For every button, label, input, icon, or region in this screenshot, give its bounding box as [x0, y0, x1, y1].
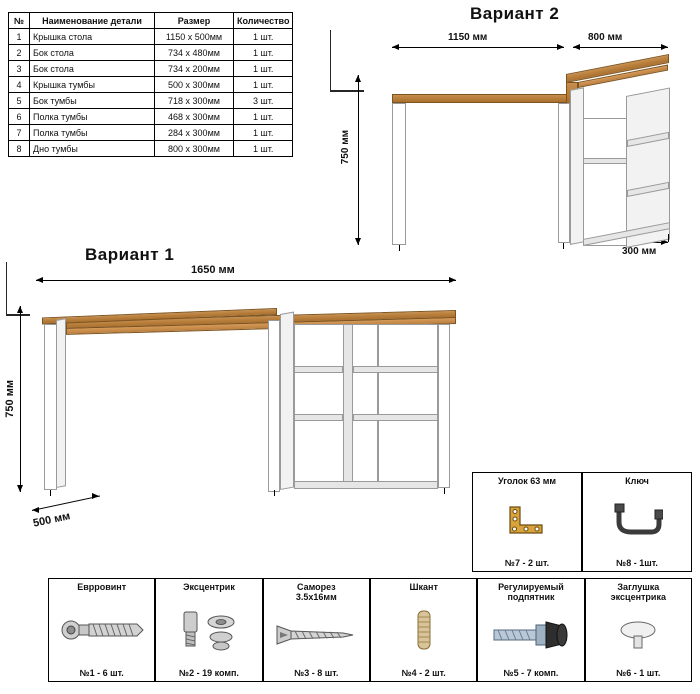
- cell-size: 718 x 300мм: [155, 93, 234, 109]
- cell-name: Крышка стола: [30, 29, 155, 45]
- hardware-title-line1: Регулируемый: [498, 582, 564, 592]
- hardware-title-line2: эксцентрика: [610, 592, 666, 602]
- table-row: [9, 93, 293, 109]
- ext-line: [6, 262, 7, 288]
- cell-num: 3: [9, 61, 30, 77]
- dim-label-width: 1650 мм: [191, 264, 235, 276]
- cell-qty: 1 шт.: [234, 45, 293, 61]
- hardware-title-line2: подпятник: [507, 592, 555, 602]
- hardware-title: Эксцентрик: [183, 582, 235, 592]
- worktop-front: [392, 94, 567, 103]
- table-row: [9, 109, 293, 125]
- table-row: [9, 29, 293, 45]
- cell-num: 1: [9, 29, 30, 45]
- pedestal-back-panel: [583, 118, 627, 246]
- cell-name: Полка тумбы: [30, 125, 155, 141]
- table-row: [9, 125, 293, 141]
- dim-line-height: [20, 306, 21, 492]
- hardware-code: №2 - 19 комп.: [179, 668, 239, 678]
- shelf-left-depth: [280, 312, 294, 490]
- cell-num: 4: [9, 77, 30, 93]
- hardware-panel-top: [472, 472, 692, 572]
- cell-qty: 1 шт.: [234, 141, 293, 157]
- ext-line: [6, 288, 7, 314]
- cell-name: Полка тумбы: [30, 109, 155, 125]
- shelf-center-divider: [343, 324, 353, 488]
- cell-name: Бок стола: [30, 45, 155, 61]
- dim-label-width: 1150 мм: [448, 32, 488, 43]
- hardware-item-samorez[interactable]: [263, 578, 370, 682]
- arrow-up: [17, 306, 23, 313]
- variant1-title: Вариант 1: [85, 245, 175, 264]
- foot-tick: [563, 243, 564, 249]
- foot-tick: [50, 490, 51, 496]
- arrow-right: [661, 44, 668, 50]
- dim-label-side: 300 мм: [622, 246, 657, 257]
- shelf-right-panel: [438, 324, 450, 488]
- hardware-item-shkant[interactable]: [370, 578, 477, 682]
- foot-tick: [444, 488, 445, 494]
- dim-label-height: 750 мм: [340, 130, 351, 165]
- hardware-code: №1 - 6 шт.: [79, 668, 124, 678]
- left-leg-side: [56, 318, 66, 488]
- hardware-code: №7 - 2 шт.: [504, 558, 550, 568]
- hardware-item-podpyatnik[interactable]: [477, 578, 584, 682]
- cell-num: 2: [9, 45, 30, 61]
- shelf-lower-right: [353, 414, 438, 421]
- dim-label-height: 750 мм: [4, 380, 16, 418]
- col-header-num: №: [9, 13, 30, 29]
- ext-line: [330, 52, 331, 70]
- dowel-icon: [373, 592, 474, 668]
- foot-tick: [399, 245, 400, 251]
- cell-name: Дно тумбы: [30, 141, 155, 157]
- hardware-title: Шкант: [409, 582, 438, 592]
- allen-key-icon: [585, 486, 689, 558]
- self-tapping-screw-icon: [266, 602, 367, 668]
- ext-line: [330, 30, 331, 52]
- pedestal-left-panel: [570, 87, 584, 245]
- left-leg-panel: [392, 103, 406, 245]
- cell-qty: 1 шт.: [234, 109, 293, 125]
- hardware-title-line2: 3.5х16мм: [295, 592, 337, 602]
- hardware-title: Уголок 63 мм: [497, 476, 557, 486]
- col-header-name: Наименование детали: [30, 13, 155, 29]
- shelf-back-left-cell: [294, 324, 378, 488]
- hardware-title: [611, 582, 666, 602]
- hardware-code: №8 - 1шт.: [616, 558, 658, 568]
- cell-num: 5: [9, 93, 30, 109]
- cell-qty: 1 шт.: [234, 77, 293, 93]
- arrow-down: [17, 485, 23, 492]
- dim-line-depth: [32, 496, 100, 511]
- shelf-upper-left: [294, 366, 343, 373]
- pedestal-divider: [583, 158, 627, 164]
- dim-line-height: [358, 75, 359, 245]
- ext-line: [330, 70, 331, 90]
- hardware-title-line1: Заглушка: [617, 582, 660, 592]
- cell-num: 8: [9, 141, 30, 157]
- dim-label-depth: 800 мм: [588, 32, 623, 43]
- hardware-title: Еврровинт: [77, 582, 127, 592]
- foot-tick: [668, 234, 669, 242]
- arrow-up: [355, 75, 361, 82]
- hardware-item-klyuch[interactable]: [582, 472, 692, 572]
- table-row: [9, 61, 293, 77]
- arrow-left: [32, 507, 39, 513]
- arrow-right: [92, 493, 99, 499]
- arrow-right: [449, 277, 456, 283]
- cell-num: 7: [9, 125, 30, 141]
- hardware-title: Ключ: [625, 476, 649, 486]
- dim-line-depth: [573, 47, 668, 48]
- dim-line-width: [392, 47, 564, 48]
- hardware-code: №6 - 1 шт.: [616, 668, 661, 678]
- confirmat-screw-icon: [51, 592, 152, 668]
- cell-size: 800 x 300мм: [155, 141, 234, 157]
- hardware-item-ugolok[interactable]: [472, 472, 582, 572]
- shelf-left-panel: [268, 320, 280, 492]
- col-header-size: Размер: [155, 13, 234, 29]
- cell-qty: 1 шт.: [234, 125, 293, 141]
- hardware-item-zaglushka[interactable]: [585, 578, 692, 682]
- hardware-code: №4 - 2 шт.: [401, 668, 446, 678]
- hardware-title: [498, 582, 564, 602]
- table-row: [9, 77, 293, 93]
- cell-qty: 3 шт.: [234, 93, 293, 109]
- cell-size: 734 x 200мм: [155, 61, 234, 77]
- shelf-lower-left: [294, 414, 343, 421]
- center-leg-panel: [558, 103, 570, 243]
- shelf-bottom: [294, 481, 438, 489]
- hardware-title: [296, 582, 337, 602]
- dim-line-width: [36, 280, 456, 281]
- cell-qty: 1 шт.: [234, 29, 293, 45]
- col-header-qty: Количество: [234, 13, 293, 29]
- ext-line: [6, 315, 30, 316]
- cell-size: 734 x 480мм: [155, 45, 234, 61]
- dim-label-depth: 500 мм: [32, 510, 72, 530]
- cell-qty: 1 шт.: [234, 61, 293, 77]
- table-header-row: [9, 13, 293, 29]
- ext-line: [330, 91, 364, 92]
- cell-size: 1150 x 500мм: [155, 29, 234, 45]
- variant2-drawing: [330, 30, 698, 260]
- hardware-code: №5 - 7 комп.: [503, 668, 559, 678]
- hardware-title-line1: Саморез: [297, 582, 336, 592]
- hardware-panel-bottom: [48, 578, 692, 682]
- shelf-upper-right: [353, 366, 438, 373]
- arrow-left: [392, 44, 399, 50]
- parts-table: [8, 12, 293, 157]
- corner-bracket-icon: [475, 486, 579, 558]
- table-row: [9, 45, 293, 61]
- arrow-left: [573, 44, 580, 50]
- table-row: [9, 141, 293, 157]
- cell-name: Бок стола: [30, 61, 155, 77]
- hardware-code: №3 - 8 шт.: [294, 668, 339, 678]
- hardware-item-ekscentrik[interactable]: [155, 578, 262, 682]
- cell-size: 468 x 300мм: [155, 109, 234, 125]
- cell-name: Бок тумбы: [30, 93, 155, 109]
- cell-num: 6: [9, 109, 30, 125]
- cam-cover-cap-icon: [588, 602, 689, 668]
- arrow-right: [557, 44, 564, 50]
- foot-tick: [274, 490, 275, 496]
- variant1-drawing: [6, 262, 476, 562]
- adjustable-foot-icon: [480, 602, 581, 668]
- cell-size: 284 x 300мм: [155, 125, 234, 141]
- arrow-left: [36, 277, 43, 283]
- variant2-title: Вариант 2: [470, 4, 560, 23]
- cam-lock-icon: [158, 592, 259, 668]
- shelf-back-right-cell: [378, 324, 438, 488]
- hardware-item-evrovint[interactable]: [48, 578, 155, 682]
- cell-size: 500 x 300мм: [155, 77, 234, 93]
- cell-name: Крышка тумбы: [30, 77, 155, 93]
- arrow-down: [355, 238, 361, 245]
